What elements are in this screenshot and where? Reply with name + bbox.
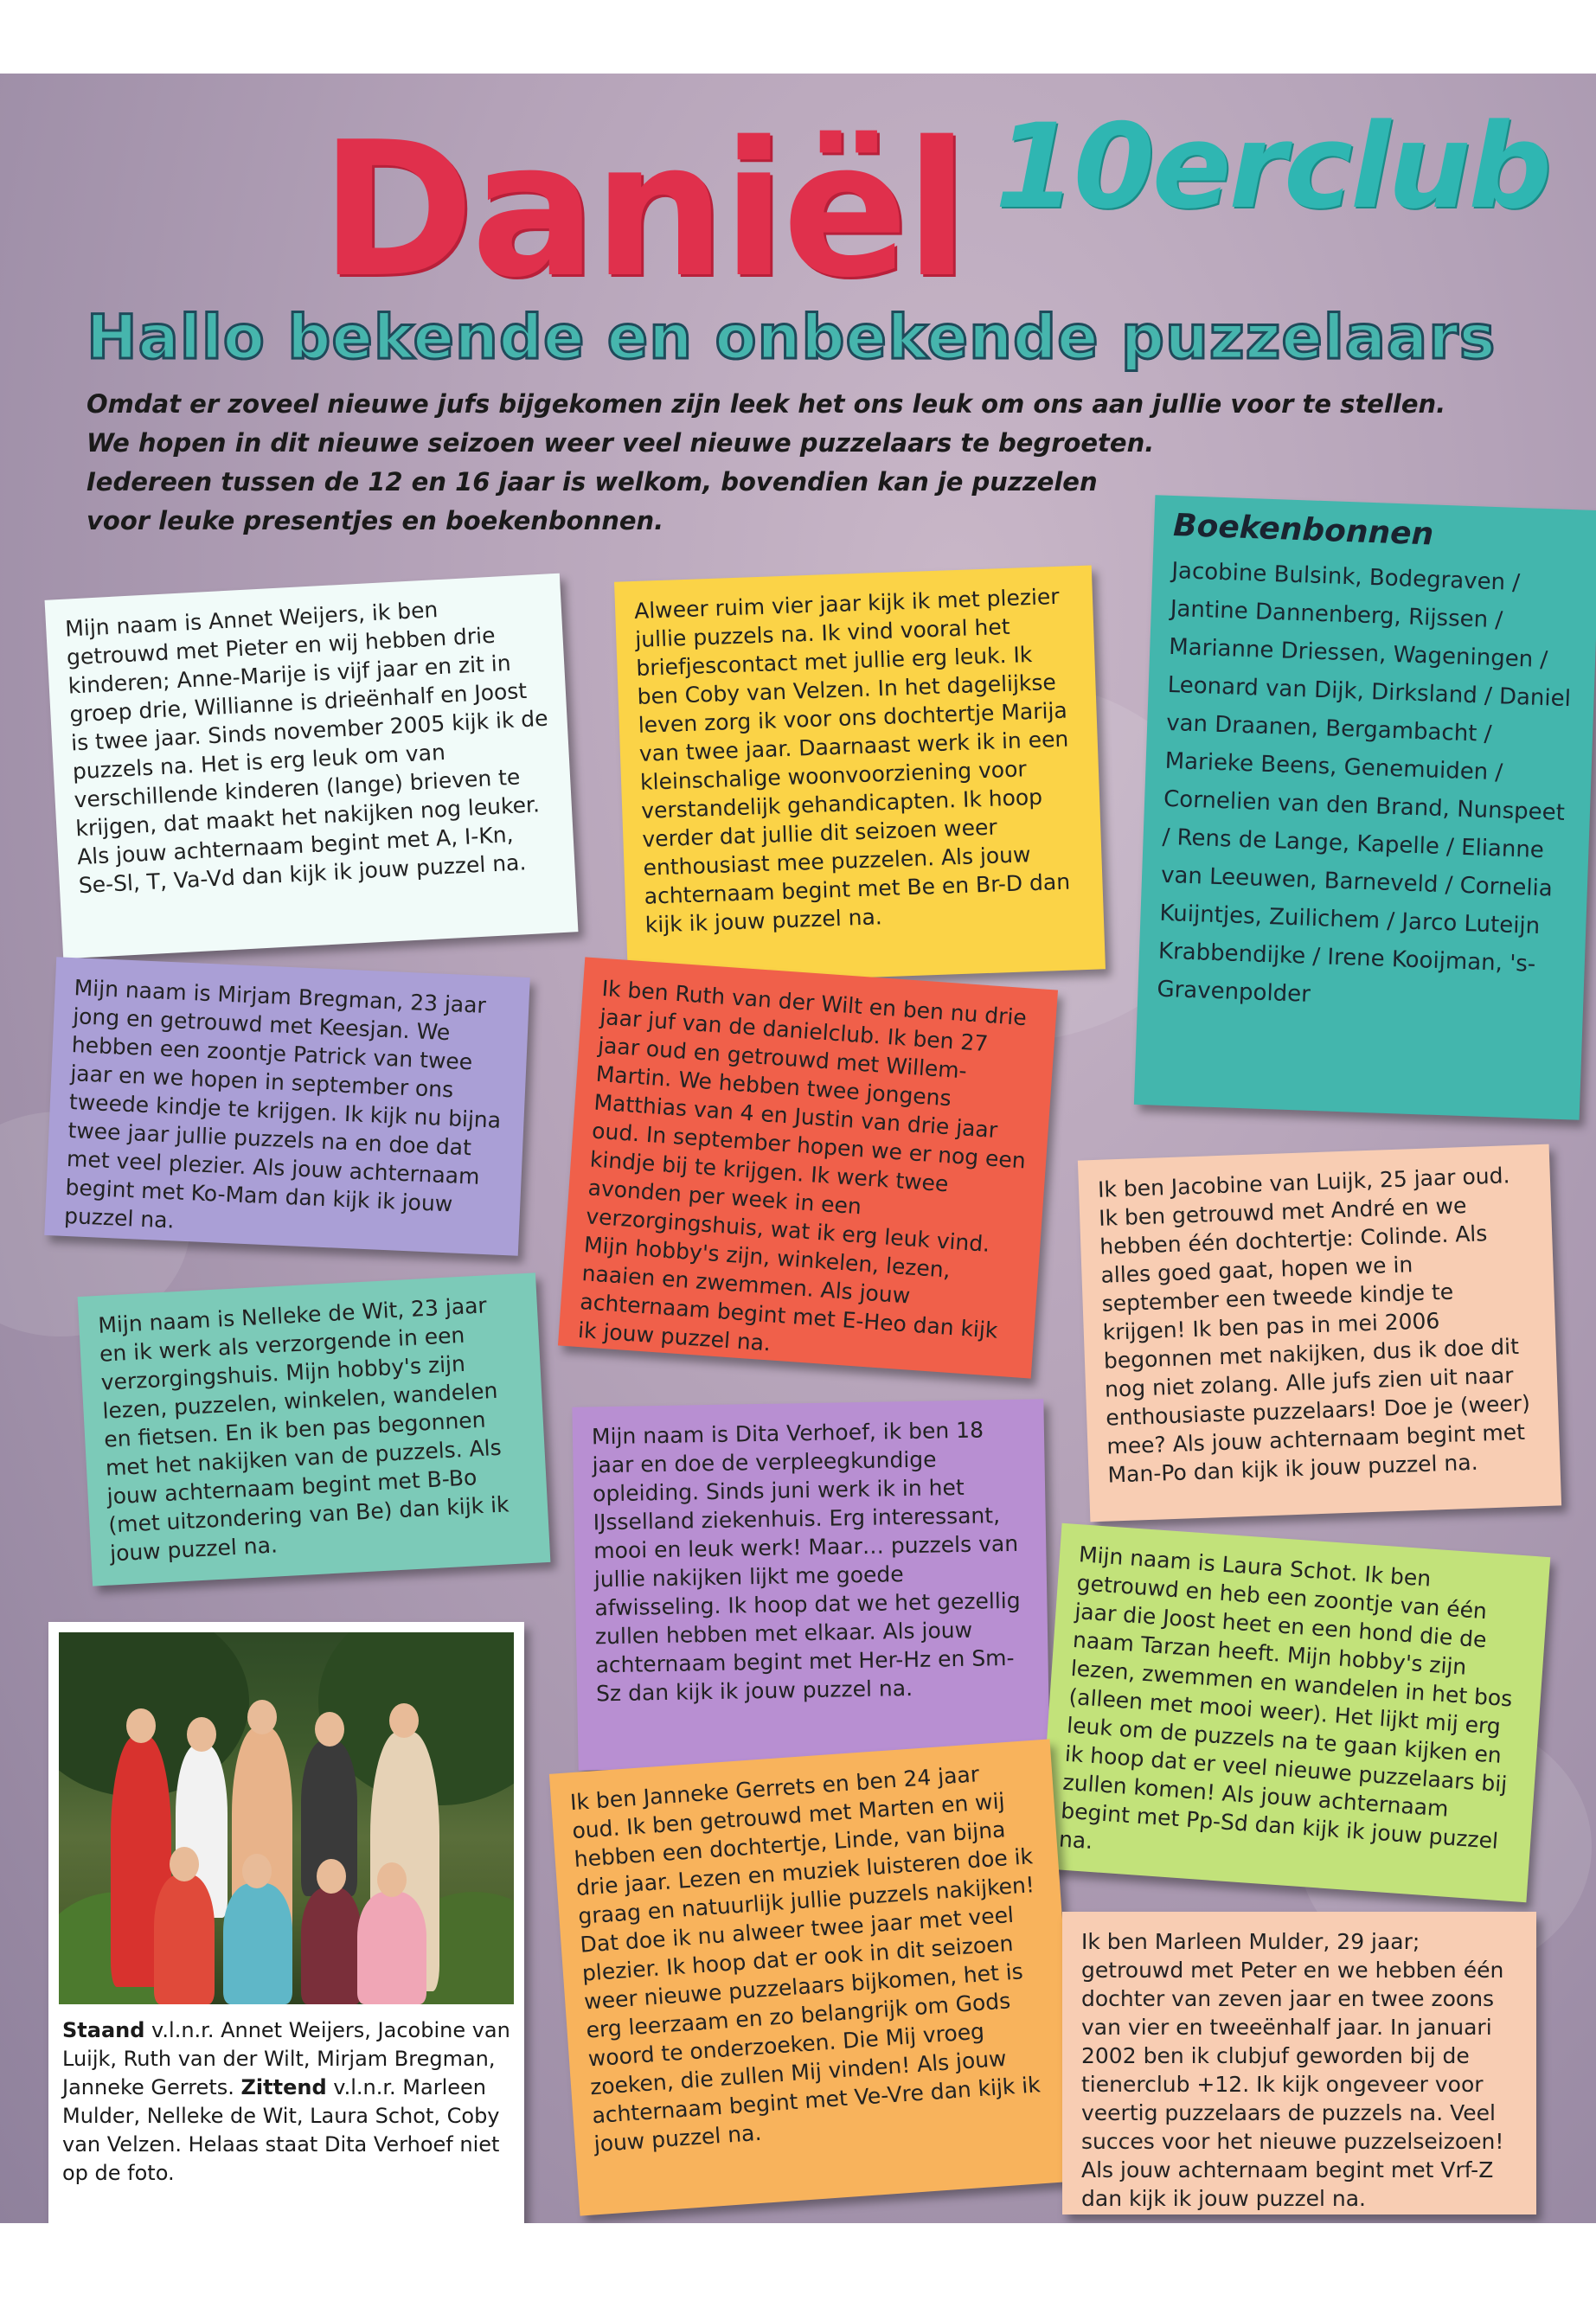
- person-head: [315, 1712, 344, 1747]
- card-text: Mijn naam is Annet Weijers, ik ben getrouwd met Pieter en wij hebben drie kinderen; Anne-Marije is vijf jaar en zit in groep drie, Willianne is drieënhalf en Joost is twee jaar. Sinds november 2005 kijk ik de puzzels na. Het is erg leuk om van verschillende kinderen (lange) brieven te krijgen, dat maakt het nakijken nog leuker. Als jouw achternaam begint met A, I-Kn, Se-Sl, T, Va-Vd dan kijk ik jouw puzzel na.: [64, 597, 549, 899]
- card-text: Ik ben Janneke Gerrets en ben 24 jaar oud. Ik ben getrouwd met Marten en wij hebben een dochtertje, Linde, van bijna drie jaar. Lezen en muziek luisteren doe ik graag en natuurlijk jullie puzzels nakijken! Dat doe ik nu alweer twee jaar met veel plezier. Ik hoop dat er ook in dit seizoen weer nieuwe puzzelaars bijkomen, het is erg leerzaam en zo belangrijk om Gods woord te onderzoeken. Die Mij vroeg zoeken, die zullen Mij vinden! Als jouw achternaam begint met Ve-Vre dan kijk ik jouw puzzel na.: [569, 1761, 1042, 2157]
- person-head: [247, 1700, 277, 1734]
- card-ruth-van-der-wilt: [558, 957, 1058, 1378]
- boekenbonnen-winners: Jacobine Bulsink, Bodegraven / Jantine Dannenberg, Rijssen / Marianne Driessen, Wageningen / Leonard van Dijk, Dirksland / Daniel van Draanen, Bergambacht / Marieke Beens, Genemuiden / Cornelien van den Brand, Nunspeet / Rens de Lange, Kapelle / Elianne van Leeuwen, Barneveld / Cornelia Kuijntjes, Zuilichem / Jarco Luteijn Krabbendijke / Irene Kooijman, 's-Gravenpolder: [1156, 557, 1572, 1008]
- club-title: 10erclub: [995, 99, 1550, 234]
- card-text: Mijn naam is Laura Schot. Ik ben getrouwd en heb een zoontje van één jaar die Joost heet en een hond die de naam Tarzan heeft. Mijn hobby's zijn lezen, zwemmen en wandelen in het bos (alleen met mooi weer). Het lijkt mij erg leuk om de puzzels na te gaan kijken en ik hoop dat er veel nieuwe puzzelaars bij zullen komen! Als jouw achternaam begint met Pp-Sd dan kijk ik jouw puzzel na.: [1058, 1541, 1514, 1855]
- intro-line: Omdat er zoveel nieuwe jufs bijgekomen zijn leek het ons leuk om ons aan jullie voor te stellen.: [87, 389, 1446, 419]
- person-head: [377, 1862, 407, 1897]
- group-photo-frame: [48, 1622, 524, 2223]
- card-nelleke-de-wit: [78, 1272, 551, 1586]
- card-jacobine-van-luijk: [1078, 1144, 1561, 1522]
- person-head: [187, 1717, 216, 1752]
- card-mirjam-bregman: [44, 957, 530, 1256]
- card-text: Ik ben Jacobine van Luijk, 25 jaar oud. Ik ben getrouwd met André en we hebben één dochtertje: Colinde. Als alles goed gaat, hopen we in september een tweede kindje te krijgen! Ik ben pas in mei 2006 begonnen met nakijken, dus ik doe dit nog niet zolang. Alle jufs zien uit naar enthousiaste puzzelaars! Doe je (weer) mee? Als jouw achternaam begint met Man-Po dan kijk ik jouw puzzel na.: [1097, 1163, 1531, 1488]
- person-head: [317, 1859, 346, 1894]
- caption-staand-text: v.l.n.r. Annet Weijers, Jacobine van Luijk, Ruth van der Wilt, Mirjam Bregman, Janneke Gerrets.: [62, 2018, 510, 2099]
- intro-line: voor leuke presentjes en boekenbonnen.: [87, 506, 664, 535]
- person-head: [389, 1703, 419, 1738]
- page-title: Daniël: [320, 101, 965, 318]
- group-photo: [59, 1632, 514, 2004]
- photo-caption: [59, 2016, 514, 2188]
- card-annet-weijers: [45, 574, 579, 959]
- boekenbonnen-box: [1134, 495, 1596, 1120]
- card-text: Mijn naam is Dita Verhoef, ik ben 18 jaar en doe de verpleegkundige opleiding. Sinds juni werk ik in het IJsselland ziekenhuis. Erg interessant, mooi en leuk werk! Maar… puzzels van jullie nakijken lijkt me goede afwisseling. Ik hoop dat we het gezellig zullen hebben met elkaar. Als jouw achternaam begint met Her-Hz en Sm-Sz dan kijk ik jouw puzzel na.: [591, 1417, 1021, 1707]
- person-figure: [223, 1883, 292, 2004]
- card-text: Alweer ruim vier jaar kijk ik met plezier jullie puzzels na. Ik vind vooral het briefjescontact met jullie erg leuk. Ik ben Coby van Velzen. In het dagelijkse leven zorg ik voor ons dochtertje Marija van twee jaar. Daarnaast werk ik in een kleinschalige woonvoorziening voor verstandelijk gehandicapten. Ik hoop verder dat jullie dit seizoen weer enthousiast mee puzzelen. Als jouw achternaam begint met Be en Br-D dan kijk ik jouw puzzel na.: [633, 583, 1071, 938]
- person-head: [170, 1847, 199, 1881]
- card-text: Mijn naam is Nelleke de Wit, 23 jaar en ik werk als verzorgende in een verzorgingshuis. Mijn hobby's zijn lezen, puzzelen, winkelen, wandelen en fietsen. En ik ben pas begonnen met het nakijken van de puzzels. Als jouw achternaam begint met B-Bo (met uitzondering van Be) dan kijk ik jouw puzzel na.: [97, 1292, 510, 1567]
- person-figure: [301, 1888, 362, 2004]
- card-text: Mijn naam is Mirjam Bregman, 23 jaar jong en getrouwd met Keesjan. We hebben een zoontje Patrick van twee jaar en we hopen in september ons tweede kindje te krijgen. Ik kijk nu bijna twee jaar jullie puzzels na en doe dat met veel plezier. Als jouw achternaam begint met Ko-Mam dan kijk ik jouw puzzel na.: [63, 975, 502, 1234]
- intro-line: Iedereen tussen de 12 en 16 jaar is welkom, bovendien kan je puzzelen: [87, 467, 1098, 497]
- subtitle-heading: Hallo bekende en onbekende puzzelaars: [87, 302, 1497, 373]
- magazine-page: [0, 74, 1596, 2223]
- intro-line: We hopen in dit nieuwe seizoen weer veel nieuwe puzzelaars te begroeten.: [87, 428, 1155, 458]
- card-laura-schot: [1038, 1523, 1551, 1903]
- person-head: [126, 1708, 156, 1743]
- boekenbonnen-title: Boekenbonnen: [1172, 507, 1434, 553]
- person-head: [242, 1854, 272, 1888]
- card-text: Ik ben Marleen Mulder, 29 jaar; getrouwd met Peter en we hebben één dochter van zeven jaar en twee zoons van vier en tweeënhalf jaar. In januari 2002 ben ik clubjuf geworden bij de tienerclub +12. Ik kijk ongeveer voor veertig puzzelaars de puzzels na. Veel succes voor het nieuwe puzzelseizoen! Als jouw achternaam begint met Vrf-Z dan kijk ik jouw puzzel na.: [1081, 1929, 1504, 2211]
- card-janneke-gerrets: [549, 1739, 1080, 2215]
- card-text: Ik ben Ruth van der Wilt en ben nu drie jaar juf van de danielclub. Ik ben 27 jaar oud en getrouwd met Willem-Martin. We hebben twee jongens Matthias van 4 en Justin van drie jaar oud. In september hopen we er nog een kindje bij te krijgen. Ik werk twee avonden per week in een verzorgingshuis, wat ik erg leuk vind. Mijn hobby's zijn, winkelen, lezen, naaien en zwemmen. Als jouw achternaam begint met E-Heo dan kijk ik jouw puzzel na.: [577, 975, 1028, 1356]
- caption-staand-label: Staand: [62, 2018, 145, 2042]
- card-marleen-mulder: [1062, 1912, 1536, 2214]
- person-figure: [357, 1892, 426, 2004]
- card-dita-verhoef: [572, 1399, 1049, 1770]
- caption-zittend-text: v.l.n.r. Marleen Mulder, Nelleke de Wit, Laura Schot, Coby van Velzen. Helaas staat Dita Verhoef niet op de foto.: [62, 2075, 500, 2185]
- card-coby-van-velzen: [614, 566, 1106, 986]
- caption-zittend-label: Zittend: [240, 2075, 327, 2099]
- person-figure: [154, 1875, 215, 2004]
